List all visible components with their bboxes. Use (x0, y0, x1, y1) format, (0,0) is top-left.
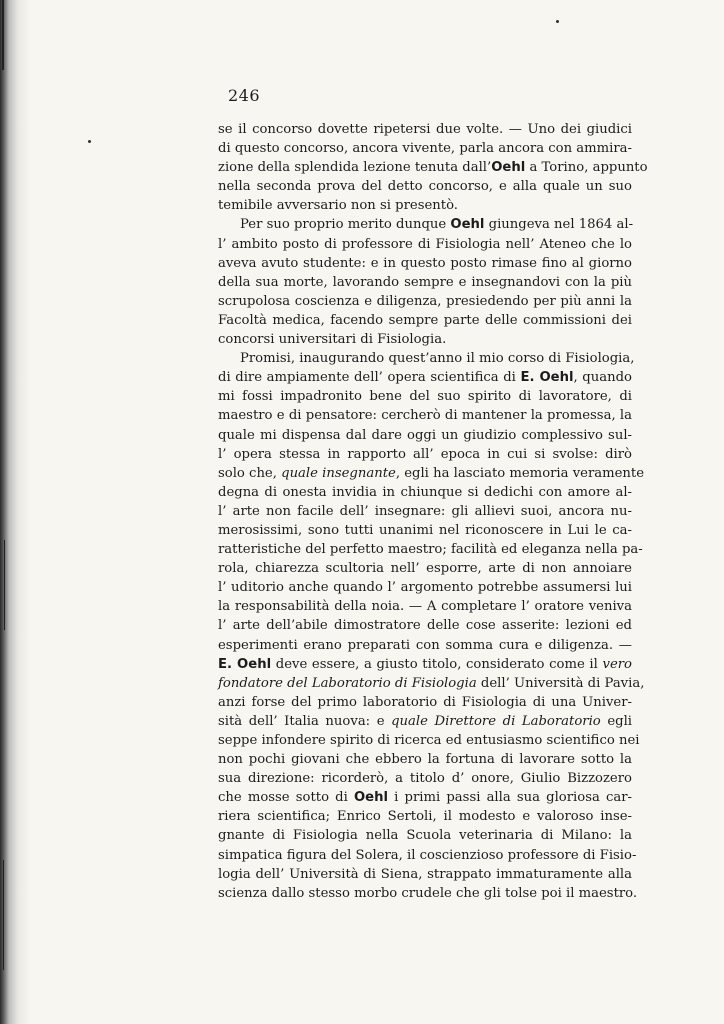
text-line: ratteristiche del perfetto maestro; facilità ed eleganza nella pa- (218, 542, 643, 558)
text-line: di dire ampiamente dell’ opera scientifica di E. Oehl, quando (218, 370, 632, 386)
text-line: l’ arte dell’abile dimostratore delle cose asserite: lezioni ed (218, 618, 632, 634)
text-line: seppe infondere spirito di ricerca ed entusiasmo scientifico nei (218, 733, 640, 748)
text-line: degna di onesta invidia in chiunque si dedichi con amore al- (218, 484, 632, 500)
text-line: di questo concorso, ancora vivente, parla ancora con ammira- (218, 141, 632, 157)
text-line: che mosse sotto di Oehl i primi passi alla sua gloriosa car- (218, 790, 632, 806)
page-number: 246 (228, 86, 261, 105)
binding-shadow-mark (4, 540, 5, 630)
text-line: zione della splendida lezione tenuta dall’Oehl a Torino, appunto (218, 160, 648, 176)
binding-shadow-mark (3, 860, 4, 970)
bold-name: Oehl (491, 160, 526, 176)
body-text (218, 120, 648, 903)
text-line: temibile avversario non si presentò. (218, 198, 458, 214)
text-line: l’ ambito posto di professore di Fisiologia nell’ Ateneo che lo (218, 236, 632, 252)
text-line: rola, chiarezza scultoria nell’ esporre, arte di non annoiare (218, 561, 632, 577)
text-line: non pochi giovani che ebbero la fortuna di lavorare sotto la (218, 752, 632, 768)
bold-name: Oehl (450, 217, 485, 233)
scan-speck (88, 140, 91, 143)
binding-shadow-mark (2, 0, 4, 70)
text-line: l’ arte non facile dell’ insegnare: gli allievi suoi, ancora nu- (218, 503, 632, 519)
italic-phrase: fondatore del Laboratorio di Fisiologia (218, 675, 477, 691)
text-line: l’ uditorio anche quando l’ argomento potrebbe assumersi lui (218, 580, 632, 596)
text-line: simpatica figura del Solera, il coscienzioso professore di Fisio- (218, 847, 637, 863)
text-line: riera scientifica; Enrico Sertoli, il modesto e valoroso inse- (218, 809, 632, 825)
text-line: aveva avuto studente: e in questo posto rimase fino al giorno (218, 255, 632, 271)
text-line: esperimenti erano preparati con somma cura e diligenza. — (218, 637, 632, 653)
text-line: Promisi, inaugurando quest’anno il mio corso di Fisiologia, (240, 351, 635, 367)
text-line: mi fossi impadronito bene del suo spirito di lavoratore, di (218, 389, 632, 405)
italic-phrase: quale insegnante (281, 465, 396, 481)
text-line: se il concorso dovette ripetersi due volte. — Uno dei giudici (218, 122, 632, 137)
text-line: l’ opera stessa in rapporto all’ epoca in cui si svolse: dirò (218, 446, 632, 462)
italic-phrase: vero (602, 656, 632, 672)
text-line: Facoltà medica, facendo sempre parte delle commissioni dei (218, 312, 632, 328)
page-binding-edge (0, 0, 30, 1024)
text-line: scienza dallo stesso morbo crudele che gli tolse poi il maestro. (218, 885, 638, 901)
text-line: sità dell’ Italia nuova: e quale Direttore di Laboratorio egli (218, 713, 632, 729)
text-line: fondatore del Laboratorio di Fisiologia dell’ Università di Pavia, (218, 675, 645, 691)
text-line: gnante di Fisiologia nella Scuola veterinaria di Milano: la (218, 828, 632, 844)
text-line: E. Oehl deve essere, a giusto titolo, considerato come il vero (218, 656, 632, 672)
text-line: Per suo proprio merito dunque Oehl giungeva nel 1864 al- (240, 217, 634, 233)
text-line: maestro e di pensatore: cercherò di mantener la promessa, la (218, 408, 632, 424)
text-line: quale mi dispensa dal dare oggi un giudizio complessivo sul- (218, 427, 632, 443)
text-line: anzi forse del primo laboratorio di Fisiologia di una Univer- (218, 694, 632, 710)
bold-name: E. Oehl (218, 656, 272, 672)
italic-phrase: quale Direttore di Laboratorio (391, 713, 601, 729)
text-line: la responsabilità della noia. — A completare l’ oratore veniva (218, 599, 632, 615)
bold-name: E. Oehl (520, 370, 574, 386)
text-line: logia dell’ Università di Siena, strappato immaturamente alla (218, 866, 632, 882)
bold-name: Oehl (353, 790, 389, 806)
text-line: concorsi universitari di Fisiologia. (218, 332, 447, 348)
text-line: nella seconda prova del detto concorso, e alla quale un suo (218, 179, 632, 195)
scan-speck (556, 20, 559, 23)
text-line: sua direzione: ricorderò, a titolo d’ onore, Giulio Bizzozero (218, 771, 632, 787)
text-line: merosissimi, sono tutti unanimi nel riconoscere in Lui le ca- (218, 522, 632, 538)
text-line: solo che, quale insegnante, egli ha lasciato memoria veramente (218, 465, 645, 481)
text-line: scrupolosa coscienza e diligenza, presiedendo per più anni la (218, 293, 632, 309)
text-line: della sua morte, lavorando sempre e insegnandovi con la più (218, 274, 632, 290)
